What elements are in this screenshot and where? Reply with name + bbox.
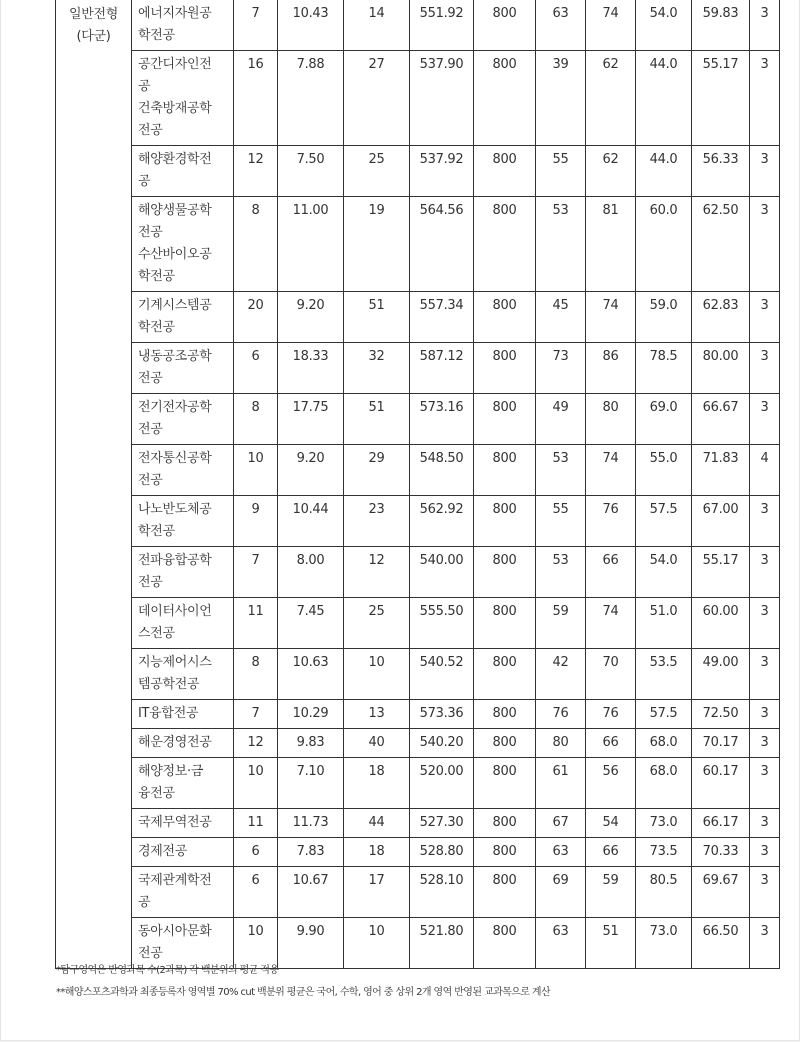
value-cell-c1: 12 xyxy=(234,146,278,197)
major-name-cell: 전기전자공학 전공 xyxy=(132,394,234,445)
value-cell-c2: 7.88 xyxy=(278,51,344,146)
value-cell-c10: 3 xyxy=(750,649,780,700)
value-cell-c9: 66.17 xyxy=(692,809,750,838)
table-body xyxy=(56,0,780,969)
value-cell-c2: 10.29 xyxy=(278,700,344,729)
major-name-cell: 해양환경학전 공 xyxy=(132,146,234,197)
value-cell-c2: 17.75 xyxy=(278,394,344,445)
value-cell-c9: 55.17 xyxy=(692,547,750,598)
value-cell-c7: 80 xyxy=(586,394,636,445)
value-cell-c2: 7.83 xyxy=(278,838,344,867)
value-cell-c4: 537.92 xyxy=(410,146,474,197)
table-row xyxy=(56,598,780,649)
value-cell-c8: 59.0 xyxy=(636,292,692,343)
value-cell-c1: 10 xyxy=(234,445,278,496)
value-cell-c4: 527.30 xyxy=(410,809,474,838)
value-cell-c8: 73.0 xyxy=(636,918,692,969)
value-cell-c7: 54 xyxy=(586,809,636,838)
value-cell-c9: 71.83 xyxy=(692,445,750,496)
value-cell-c4: 587.12 xyxy=(410,343,474,394)
value-cell-c10: 3 xyxy=(750,0,780,51)
value-cell-c5: 800 xyxy=(474,758,536,809)
value-cell-c1: 12 xyxy=(234,729,278,758)
value-cell-c3: 25 xyxy=(344,146,410,197)
value-cell-c5: 800 xyxy=(474,598,536,649)
value-cell-c9: 59.83 xyxy=(692,0,750,51)
value-cell-c10: 3 xyxy=(750,197,780,292)
value-cell-c8: 44.0 xyxy=(636,146,692,197)
value-cell-c8: 51.0 xyxy=(636,598,692,649)
value-cell-c7: 62 xyxy=(586,51,636,146)
value-cell-c5: 800 xyxy=(474,51,536,146)
table-row xyxy=(56,547,780,598)
value-cell-c4: 537.90 xyxy=(410,51,474,146)
value-cell-c8: 73.5 xyxy=(636,838,692,867)
value-cell-c3: 51 xyxy=(344,292,410,343)
value-cell-c8: 44.0 xyxy=(636,51,692,146)
value-cell-c9: 67.00 xyxy=(692,496,750,547)
value-cell-c6: 63 xyxy=(536,0,586,51)
value-cell-c1: 10 xyxy=(234,758,278,809)
value-cell-c2: 9.83 xyxy=(278,729,344,758)
value-cell-c6: 45 xyxy=(536,292,586,343)
value-cell-c5: 800 xyxy=(474,809,536,838)
value-cell-c5: 800 xyxy=(474,292,536,343)
value-cell-c5: 800 xyxy=(474,547,536,598)
value-cell-c9: 72.50 xyxy=(692,700,750,729)
table-row xyxy=(56,838,780,867)
value-cell-c10: 3 xyxy=(750,146,780,197)
value-cell-c7: 66 xyxy=(586,547,636,598)
table-row xyxy=(56,292,780,343)
value-cell-c4: 573.16 xyxy=(410,394,474,445)
major-name-cell: IT융합전공 xyxy=(132,700,234,729)
value-cell-c9: 55.17 xyxy=(692,51,750,146)
value-cell-c6: 55 xyxy=(536,496,586,547)
value-cell-c10: 3 xyxy=(750,729,780,758)
value-cell-c1: 8 xyxy=(234,394,278,445)
value-cell-c6: 63 xyxy=(536,918,586,969)
value-cell-c3: 18 xyxy=(344,838,410,867)
value-cell-c7: 51 xyxy=(586,918,636,969)
major-name-cell: 공간디자인전 공 건축방재공학 전공 xyxy=(132,51,234,146)
value-cell-c3: 44 xyxy=(344,809,410,838)
value-cell-c5: 800 xyxy=(474,394,536,445)
major-name-cell: 에너지자원공 학전공 xyxy=(132,0,234,51)
value-cell-c1: 8 xyxy=(234,197,278,292)
value-cell-c8: 68.0 xyxy=(636,758,692,809)
value-cell-c9: 62.83 xyxy=(692,292,750,343)
value-cell-c5: 800 xyxy=(474,729,536,758)
value-cell-c2: 9.20 xyxy=(278,292,344,343)
value-cell-c6: 69 xyxy=(536,867,586,918)
value-cell-c6: 73 xyxy=(536,343,586,394)
value-cell-c6: 55 xyxy=(536,146,586,197)
value-cell-c7: 62 xyxy=(586,146,636,197)
value-cell-c10: 3 xyxy=(750,867,780,918)
value-cell-c10: 3 xyxy=(750,547,780,598)
value-cell-c10: 3 xyxy=(750,598,780,649)
value-cell-c9: 70.17 xyxy=(692,729,750,758)
value-cell-c3: 27 xyxy=(344,51,410,146)
value-cell-c1: 8 xyxy=(234,649,278,700)
value-cell-c10: 3 xyxy=(750,838,780,867)
value-cell-c10: 3 xyxy=(750,292,780,343)
value-cell-c9: 60.00 xyxy=(692,598,750,649)
value-cell-c8: 68.0 xyxy=(636,729,692,758)
value-cell-c6: 53 xyxy=(536,197,586,292)
value-cell-c5: 800 xyxy=(474,838,536,867)
value-cell-c2: 9.90 xyxy=(278,918,344,969)
value-cell-c3: 10 xyxy=(344,649,410,700)
value-cell-c4: 557.34 xyxy=(410,292,474,343)
value-cell-c4: 555.50 xyxy=(410,598,474,649)
value-cell-c2: 10.43 xyxy=(278,0,344,51)
table-row xyxy=(56,809,780,838)
value-cell-c7: 66 xyxy=(586,838,636,867)
value-cell-c9: 80.00 xyxy=(692,343,750,394)
value-cell-c3: 13 xyxy=(344,700,410,729)
major-name-cell: 국제관계학전 공 xyxy=(132,867,234,918)
major-name-cell: 지능제어시스 템공학전공 xyxy=(132,649,234,700)
value-cell-c1: 11 xyxy=(234,809,278,838)
value-cell-c1: 6 xyxy=(234,867,278,918)
value-cell-c3: 23 xyxy=(344,496,410,547)
footnote-1: *탐구영역은 반영과목 수(2과목) 각 백분위의 평균 적용 xyxy=(56,965,279,976)
value-cell-c7: 81 xyxy=(586,197,636,292)
value-cell-c3: 40 xyxy=(344,729,410,758)
value-cell-c9: 60.17 xyxy=(692,758,750,809)
major-name-cell: 데이터사이언 스전공 xyxy=(132,598,234,649)
value-cell-c8: 54.0 xyxy=(636,0,692,51)
value-cell-c7: 70 xyxy=(586,649,636,700)
value-cell-c3: 51 xyxy=(344,394,410,445)
value-cell-c6: 53 xyxy=(536,445,586,496)
value-cell-c9: 69.67 xyxy=(692,867,750,918)
table-row xyxy=(56,649,780,700)
value-cell-c5: 800 xyxy=(474,197,536,292)
table-row xyxy=(56,0,780,51)
value-cell-c4: 540.00 xyxy=(410,547,474,598)
admission-type-cell: 일반전형 (다군) xyxy=(56,0,132,969)
value-cell-c2: 7.50 xyxy=(278,146,344,197)
value-cell-c8: 73.0 xyxy=(636,809,692,838)
table-row xyxy=(56,758,780,809)
value-cell-c1: 10 xyxy=(234,918,278,969)
major-name-cell: 전파융합공학 전공 xyxy=(132,547,234,598)
value-cell-c1: 11 xyxy=(234,598,278,649)
admission-results-table xyxy=(55,0,780,969)
value-cell-c2: 11.73 xyxy=(278,809,344,838)
value-cell-c5: 800 xyxy=(474,343,536,394)
value-cell-c9: 56.33 xyxy=(692,146,750,197)
value-cell-c3: 32 xyxy=(344,343,410,394)
value-cell-c1: 16 xyxy=(234,51,278,146)
value-cell-c5: 800 xyxy=(474,700,536,729)
value-cell-c7: 86 xyxy=(586,343,636,394)
value-cell-c10: 3 xyxy=(750,496,780,547)
value-cell-c2: 10.63 xyxy=(278,649,344,700)
major-name-cell: 나노반도체공 학전공 xyxy=(132,496,234,547)
value-cell-c5: 800 xyxy=(474,445,536,496)
value-cell-c8: 78.5 xyxy=(636,343,692,394)
value-cell-c9: 70.33 xyxy=(692,838,750,867)
table-row xyxy=(56,496,780,547)
value-cell-c4: 528.10 xyxy=(410,867,474,918)
value-cell-c4: 551.92 xyxy=(410,0,474,51)
value-cell-c4: 548.50 xyxy=(410,445,474,496)
value-cell-c9: 62.50 xyxy=(692,197,750,292)
value-cell-c6: 80 xyxy=(536,729,586,758)
value-cell-c9: 66.50 xyxy=(692,918,750,969)
value-cell-c1: 7 xyxy=(234,700,278,729)
table-row xyxy=(56,51,780,146)
value-cell-c10: 3 xyxy=(750,394,780,445)
value-cell-c5: 800 xyxy=(474,918,536,969)
value-cell-c10: 4 xyxy=(750,445,780,496)
value-cell-c5: 800 xyxy=(474,146,536,197)
table-row xyxy=(56,343,780,394)
value-cell-c8: 60.0 xyxy=(636,197,692,292)
value-cell-c2: 10.44 xyxy=(278,496,344,547)
value-cell-c1: 7 xyxy=(234,547,278,598)
value-cell-c2: 9.20 xyxy=(278,445,344,496)
value-cell-c1: 6 xyxy=(234,343,278,394)
table-row xyxy=(56,700,780,729)
value-cell-c3: 12 xyxy=(344,547,410,598)
value-cell-c3: 18 xyxy=(344,758,410,809)
value-cell-c7: 76 xyxy=(586,496,636,547)
major-name-cell: 해양생물공학 전공 수산바이오공 학전공 xyxy=(132,197,234,292)
value-cell-c8: 57.5 xyxy=(636,700,692,729)
major-name-cell: 냉동공조공학 전공 xyxy=(132,343,234,394)
value-cell-c3: 17 xyxy=(344,867,410,918)
value-cell-c6: 42 xyxy=(536,649,586,700)
value-cell-c1: 20 xyxy=(234,292,278,343)
major-name-cell: 해양정보·금 융전공 xyxy=(132,758,234,809)
value-cell-c6: 63 xyxy=(536,838,586,867)
value-cell-c5: 800 xyxy=(474,496,536,547)
value-cell-c1: 7 xyxy=(234,0,278,51)
value-cell-c2: 7.10 xyxy=(278,758,344,809)
value-cell-c7: 74 xyxy=(586,292,636,343)
major-name-cell: 해운경영전공 xyxy=(132,729,234,758)
value-cell-c6: 59 xyxy=(536,598,586,649)
value-cell-c1: 9 xyxy=(234,496,278,547)
value-cell-c10: 3 xyxy=(750,343,780,394)
value-cell-c9: 49.00 xyxy=(692,649,750,700)
value-cell-c4: 520.00 xyxy=(410,758,474,809)
value-cell-c6: 53 xyxy=(536,547,586,598)
value-cell-c8: 69.0 xyxy=(636,394,692,445)
value-cell-c8: 55.0 xyxy=(636,445,692,496)
footnote-2: **해양스포츠과학과 최종등록자 영역별 70% cut 백분위 평균은 국어, 수학, 영어 중 상위 2개 영역 반영된 교과목으로 계산 xyxy=(56,987,551,998)
value-cell-c5: 800 xyxy=(474,0,536,51)
value-cell-c6: 76 xyxy=(536,700,586,729)
value-cell-c4: 528.80 xyxy=(410,838,474,867)
table-row xyxy=(56,197,780,292)
value-cell-c7: 59 xyxy=(586,867,636,918)
value-cell-c7: 76 xyxy=(586,700,636,729)
value-cell-c7: 74 xyxy=(586,0,636,51)
value-cell-c2: 7.45 xyxy=(278,598,344,649)
value-cell-c10: 3 xyxy=(750,758,780,809)
value-cell-c3: 14 xyxy=(344,0,410,51)
value-cell-c5: 800 xyxy=(474,867,536,918)
value-cell-c10: 3 xyxy=(750,51,780,146)
value-cell-c3: 29 xyxy=(344,445,410,496)
value-cell-c7: 74 xyxy=(586,598,636,649)
value-cell-c4: 573.36 xyxy=(410,700,474,729)
value-cell-c7: 56 xyxy=(586,758,636,809)
table-row xyxy=(56,146,780,197)
value-cell-c4: 562.92 xyxy=(410,496,474,547)
value-cell-c4: 540.20 xyxy=(410,729,474,758)
table-row xyxy=(56,867,780,918)
value-cell-c6: 61 xyxy=(536,758,586,809)
value-cell-c2: 18.33 xyxy=(278,343,344,394)
value-cell-c9: 66.67 xyxy=(692,394,750,445)
value-cell-c3: 25 xyxy=(344,598,410,649)
value-cell-c8: 53.5 xyxy=(636,649,692,700)
major-name-cell: 국제무역전공 xyxy=(132,809,234,838)
value-cell-c3: 19 xyxy=(344,197,410,292)
value-cell-c10: 3 xyxy=(750,809,780,838)
value-cell-c6: 49 xyxy=(536,394,586,445)
value-cell-c10: 3 xyxy=(750,918,780,969)
value-cell-c8: 57.5 xyxy=(636,496,692,547)
value-cell-c8: 54.0 xyxy=(636,547,692,598)
major-name-cell: 전자통신공학 전공 xyxy=(132,445,234,496)
value-cell-c5: 800 xyxy=(474,649,536,700)
value-cell-c6: 39 xyxy=(536,51,586,146)
value-cell-c4: 564.56 xyxy=(410,197,474,292)
value-cell-c6: 67 xyxy=(536,809,586,838)
major-name-cell: 경제전공 xyxy=(132,838,234,867)
value-cell-c2: 11.00 xyxy=(278,197,344,292)
value-cell-c2: 8.00 xyxy=(278,547,344,598)
table-row xyxy=(56,394,780,445)
value-cell-c10: 3 xyxy=(750,700,780,729)
value-cell-c4: 521.80 xyxy=(410,918,474,969)
table-row xyxy=(56,445,780,496)
value-cell-c3: 10 xyxy=(344,918,410,969)
value-cell-c4: 540.52 xyxy=(410,649,474,700)
major-name-cell: 동아시아문화 전공 xyxy=(132,918,234,969)
value-cell-c8: 80.5 xyxy=(636,867,692,918)
value-cell-c2: 10.67 xyxy=(278,867,344,918)
value-cell-c7: 66 xyxy=(586,729,636,758)
value-cell-c7: 74 xyxy=(586,445,636,496)
value-cell-c1: 6 xyxy=(234,838,278,867)
footnotes xyxy=(56,960,776,1004)
table-row xyxy=(56,729,780,758)
major-name-cell: 기계시스템공 학전공 xyxy=(132,292,234,343)
